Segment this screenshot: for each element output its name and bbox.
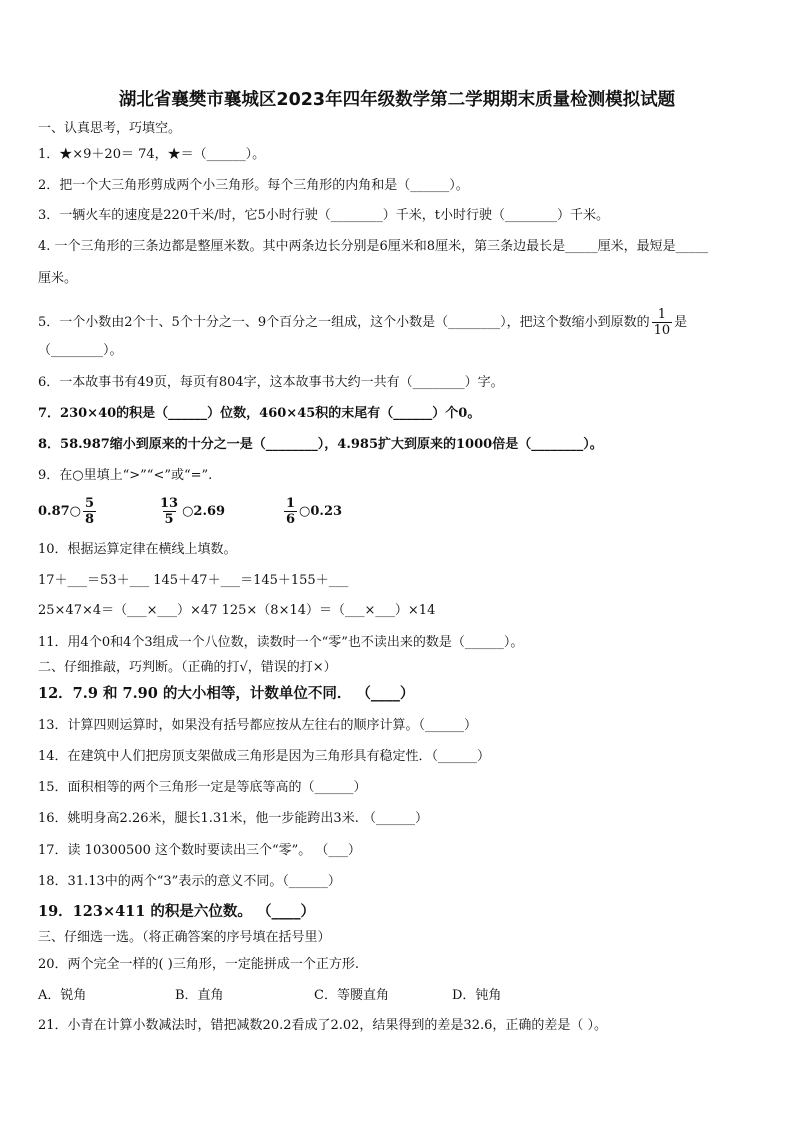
- option-c: C．等腰直角: [314, 988, 389, 1003]
- question-5-tail: 是: [674, 314, 688, 330]
- question-3: 3．一辆火车的速度是220千米/时，它5小时行驶（________）千米，t小时行驶（________）千米。: [38, 208, 609, 223]
- comparison-fraction: $\frac{1}{6}$: [286, 496, 296, 527]
- question-10-row-1: 17＋___＝53＋___ 145＋47＋___＝145＋155＋___: [38, 573, 349, 588]
- page-title: 湖北省襄樊市襄城区2023年四年级数学第二学期期末质量检测模拟试题: [118, 90, 676, 110]
- question-10-row-2: 25×47×4＝（___×___）×47 125×（8×14）＝（___×___）×14: [38, 603, 436, 618]
- question-13: 13．计算四则运算时，如果没有括号都应按从左往右的顺序计算。（______）: [38, 718, 478, 733]
- question-5-line-2: （________）。: [38, 343, 123, 358]
- question-7: 7．230×40的积是（______）位数，460×45积的末尾有（______）个0。: [38, 406, 481, 421]
- comparison-item-3: $\frac{1}{6}$ ○0.23: [286, 496, 343, 527]
- question-2: 2．把一个大三角形剪成两个小三角形。每个三角形的内角和是（______）。: [38, 178, 469, 193]
- question-9-comparisons: [38, 493, 764, 533]
- question-10: 10．根据运算定律在横线上填数。: [38, 542, 237, 557]
- question-4-line-2: 厘米。: [38, 271, 78, 286]
- question-18: 18．31.13中的两个“3”表示的意义不同。（______）: [38, 874, 341, 889]
- option-a: A．锐角: [38, 988, 87, 1003]
- question-1: 1．★×9＋20＝ 74，★＝（______）。: [38, 147, 266, 162]
- section-1-heading: 一、认真思考，巧填空。: [38, 121, 182, 136]
- fraction-denominator: 10: [653, 323, 671, 338]
- question-21: 21．小青在计算小数减法时，错把减数20.2看成了2.02，结果得到的差是32.6，正确的差是（ ）。: [38, 1018, 608, 1033]
- question-19: 19．123×411 的积是六位数。 （____）: [38, 903, 315, 920]
- question-17: 17．读 10300500 这个数时要读出三个“零”。 （___）: [38, 843, 361, 858]
- question-15: 15．面积相等的两个三角形一定是等底等高的（______）: [38, 780, 367, 795]
- comparison-fraction: $\frac{5}{8}$: [85, 496, 95, 527]
- question-11: 11．用4个0和4个3组成一个八位数，读数时一个“零”也不读出来的数是（______）。: [38, 635, 524, 650]
- question-4-line-1: 4. 一个三角形的三条边都是整厘米数。其中两条边长分别是6厘米和8厘米，第三条边最长是_____厘米，最短是_____: [38, 239, 709, 254]
- question-8: 8．58.987缩小到原来的十分之一是（________），4.985扩大到原来的1000倍是（________）。: [38, 437, 603, 452]
- question-12: 12．7.9 和 7.90 的大小相等，计数单位不同． （____）: [38, 685, 415, 702]
- comparison-item-1: 0.87○ $\frac{5}{8}$: [38, 496, 95, 527]
- question-5-text: 5．一个小数由2个十、5个十分之一、9个百分之一组成，这个小数是（________），把这个数缩小到原数的: [38, 314, 650, 330]
- question-9: 9．在○里填上“>”“<”或“=”.: [38, 468, 213, 483]
- section-2-heading: 二、仔细推敲，巧判断。（正确的打√，错误的打×）: [38, 660, 337, 675]
- question-14: 14．在建筑中人们把房顶支架做成三角形是因为三角形具有稳定性．（______）: [38, 749, 491, 764]
- comparison-item-2: $\frac{13}{5}$ ○2.69: [160, 496, 226, 527]
- option-b: B．直角: [175, 988, 224, 1003]
- section-3-heading: 三、仔细选一选。（将正确答案的序号填在括号里）: [38, 930, 331, 945]
- comparison-fraction: $\frac{13}{5}$: [160, 496, 179, 527]
- fraction-numerator: 1: [657, 307, 666, 322]
- question-20: 20．两个完全一样的( )三角形，一定能拼成一个正方形.: [38, 957, 359, 972]
- question-5-fraction: [652, 307, 673, 338]
- question-5: [38, 299, 764, 338]
- question-16: 16．姚明身高2.26米，腿长1.31米，他一步能跨出3米. （______）: [38, 811, 428, 826]
- option-d: D．钝角: [452, 988, 502, 1003]
- question-6: 6．一本故事书有49页，每页有804字，这本故事书大约一共有（________）字。: [38, 375, 504, 390]
